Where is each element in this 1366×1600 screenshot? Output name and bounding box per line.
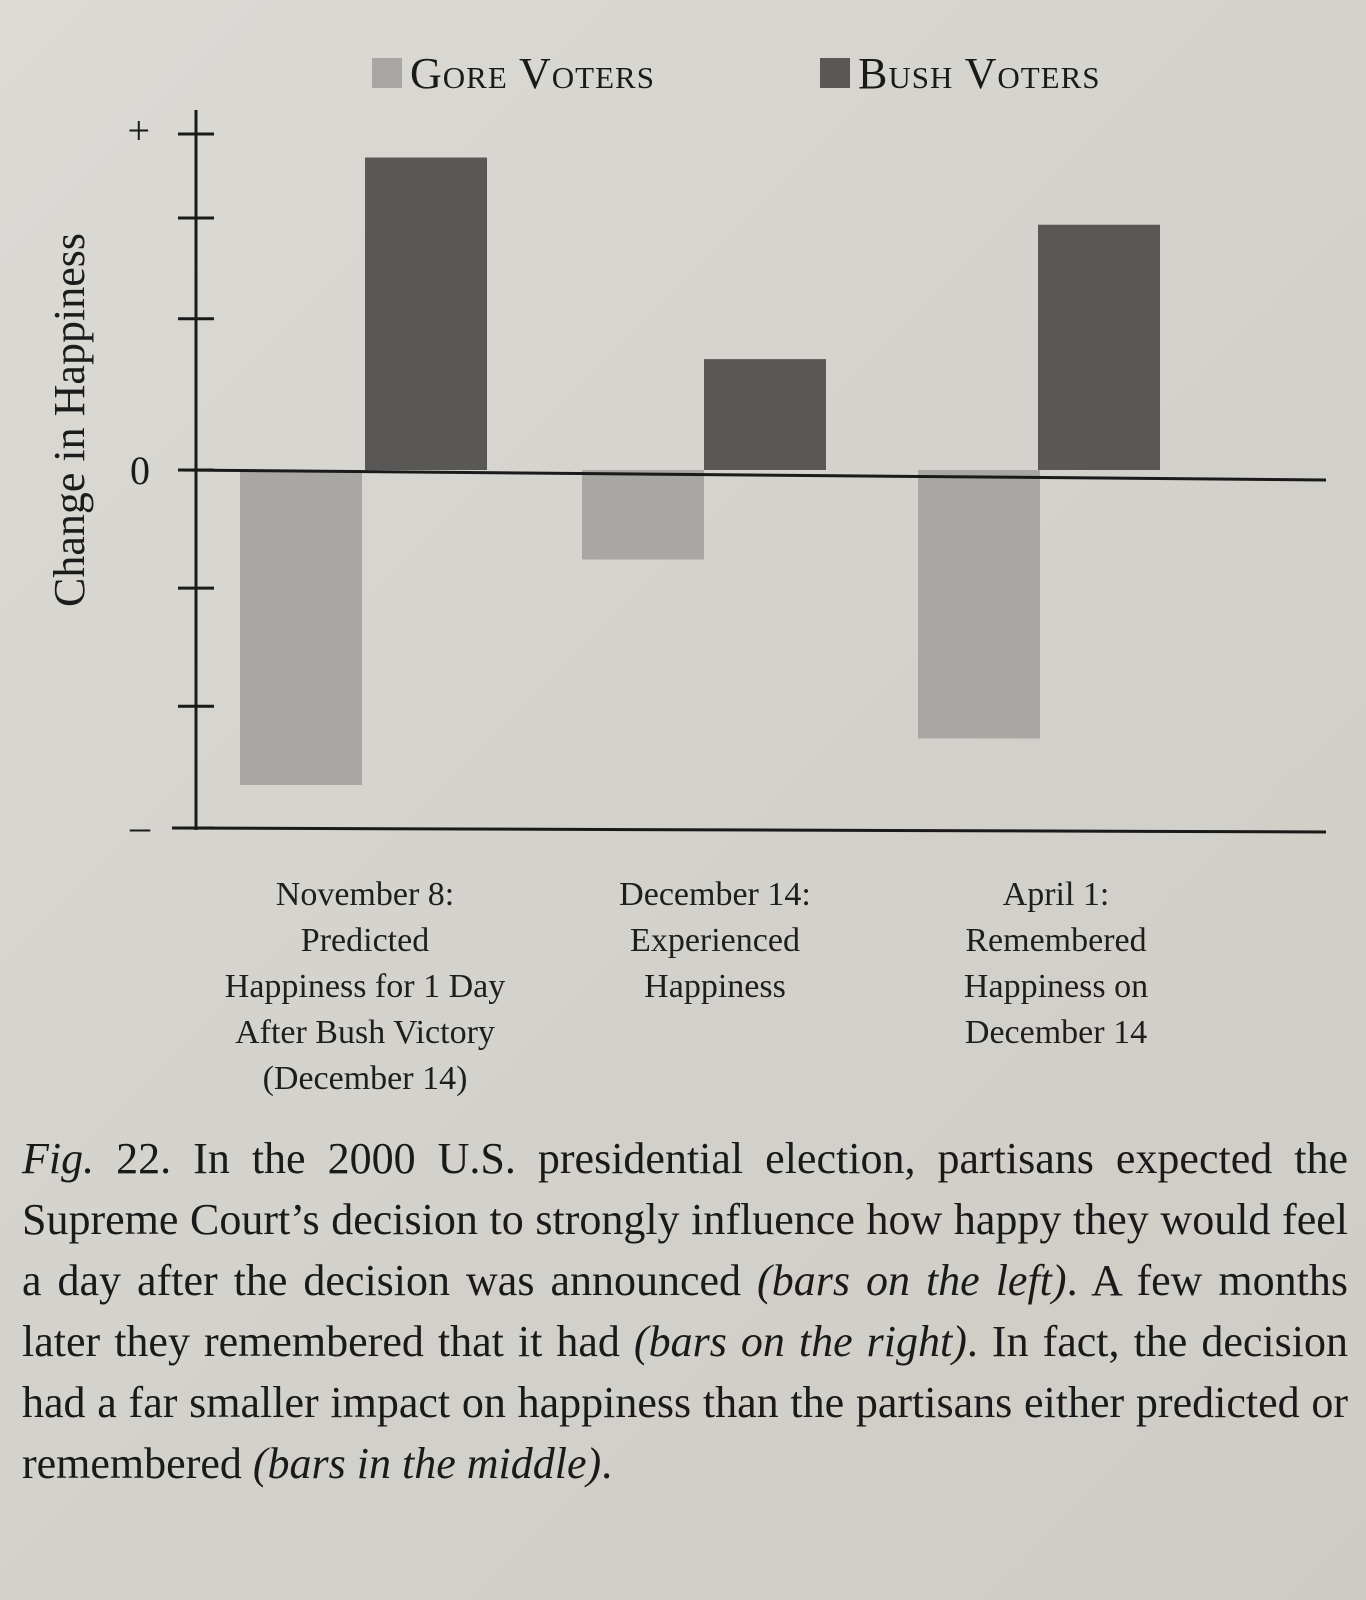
legend-label-bush: Bush Voters <box>858 48 1101 98</box>
bar-bush-voters <box>704 359 826 470</box>
x-category-label-predicted <box>185 872 545 1102</box>
y-tick-label: 0 <box>130 448 150 493</box>
caption-fig-label: Fig. <box>22 1134 95 1183</box>
caption-emphasis: (bars on the left) <box>757 1256 1067 1305</box>
x-category-line: December 14 <box>964 1014 1148 1051</box>
x-category-line: Remembered <box>965 922 1147 959</box>
x-category-line: Experienced <box>630 922 800 959</box>
caption-text: . A few months later they remembered that it had <box>22 1256 1349 1366</box>
y-tick-label: – <box>130 804 150 849</box>
bar-bush-voters <box>1038 225 1160 470</box>
caption-emphasis: (bars in the middle) <box>252 1439 602 1488</box>
x-category-line: Happiness on <box>963 968 1149 1005</box>
y-tick-label: + <box>127 108 150 153</box>
x-axis-line <box>172 828 1326 832</box>
caption-text: . In fact, the decision had a far smaller impact on happiness than the partisans either predicted or remembered <box>22 1317 1348 1488</box>
y-axis-title-wrap <box>40 233 100 1200</box>
x-category-line: December 14: <box>619 876 811 913</box>
y-axis-title: Change in Happiness <box>45 233 94 607</box>
x-category-line: Predicted <box>300 922 430 959</box>
x-category-line: After Bush Victory <box>235 1014 495 1051</box>
x-category-label-remembered <box>876 872 1236 1056</box>
bar-bush-voters <box>365 158 487 470</box>
figure-caption <box>22 1128 1348 1494</box>
legend-label-gore: Gore Voters <box>410 48 655 98</box>
x-category-line: Happiness for 1 Day <box>224 968 506 1005</box>
bar-gore-voters <box>582 470 704 560</box>
x-category-line: April 1: <box>1002 876 1110 913</box>
caption-text: In the 2000 U.S. presidential election, partisans expected the Supreme Court’s decision to strongly influence how happy they would feel a day after the decision was announced <box>22 1134 1349 1305</box>
x-category-line: November 8: <box>275 876 455 913</box>
caption-emphasis: (bars on the right) <box>633 1317 967 1366</box>
bar-gore-voters <box>240 470 362 785</box>
caption-text: . <box>601 1439 613 1488</box>
x-category-line: (December 14) <box>262 1060 468 1097</box>
bar-gore-voters <box>918 470 1040 739</box>
x-category-line: Happiness <box>644 968 786 1005</box>
x-category-label-experienced <box>535 872 895 1010</box>
caption-fig-number: 22. <box>116 1134 172 1183</box>
